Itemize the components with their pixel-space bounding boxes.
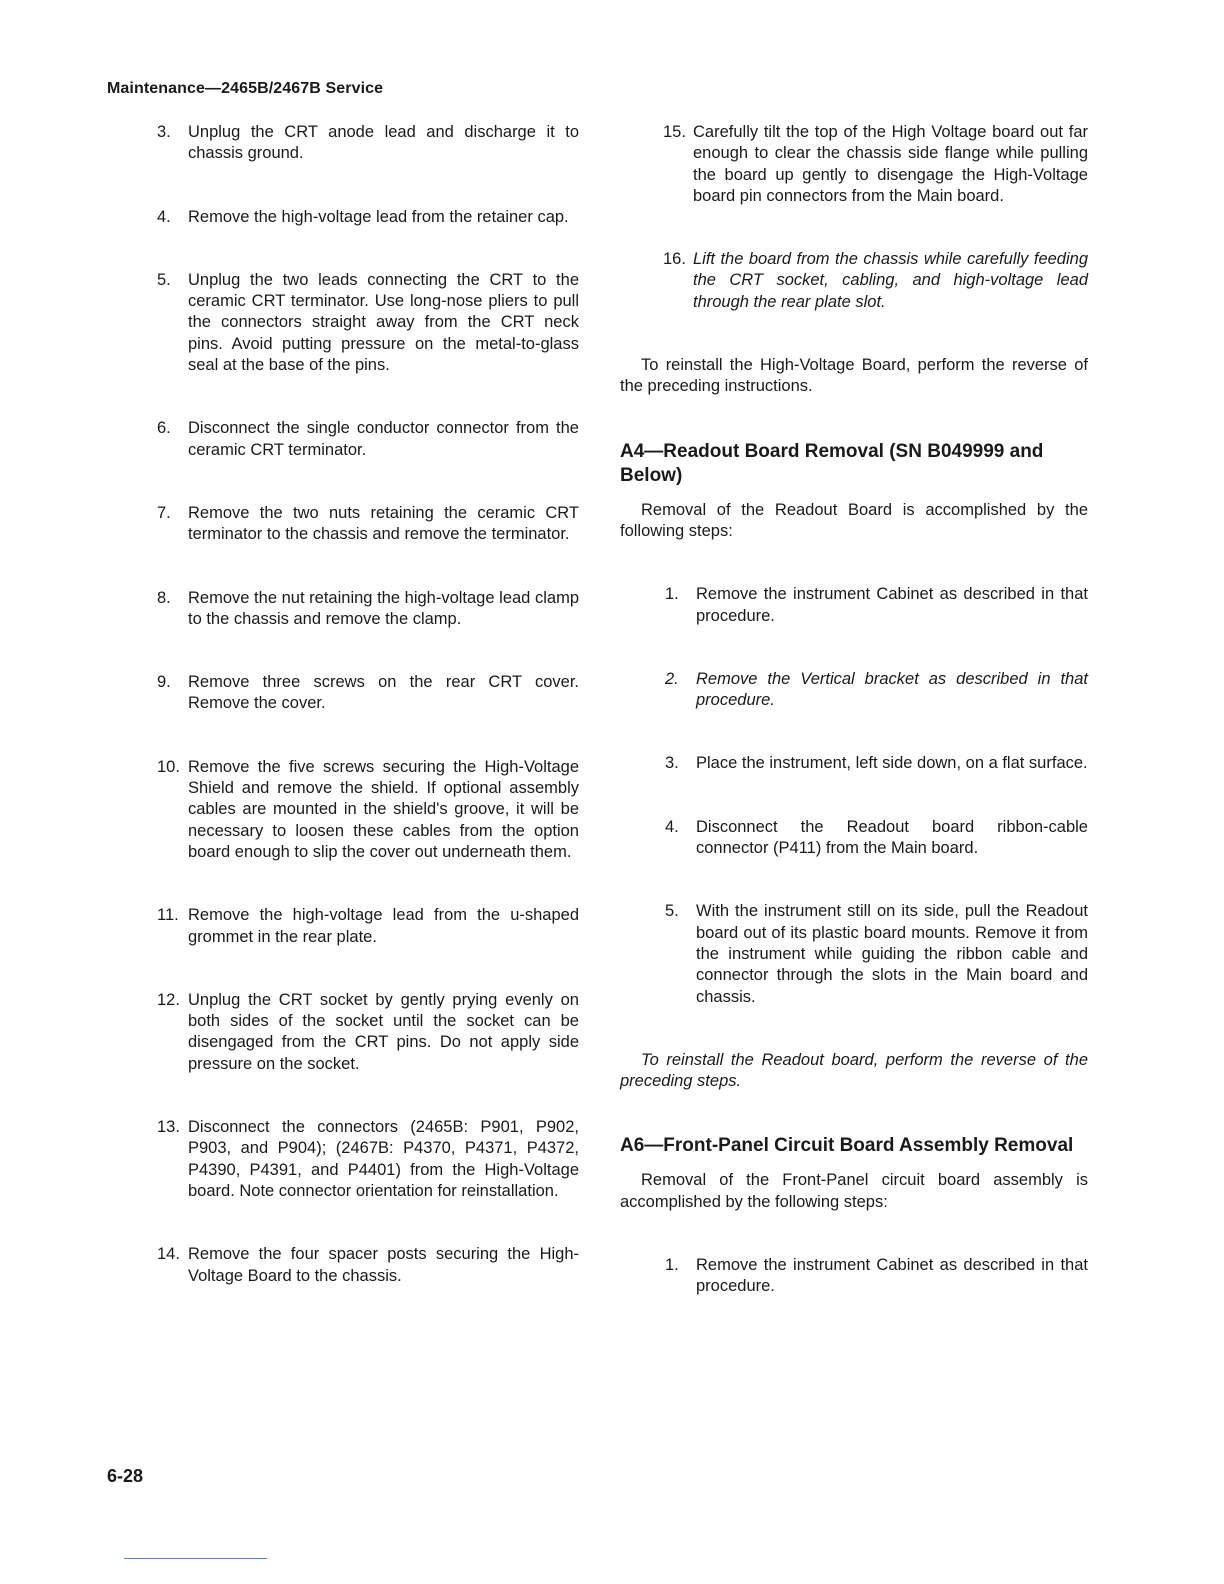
a4-step-2 xyxy=(665,669,1088,712)
step-text: Remove the five screws securing the High-Voltage Shield and remove the shield. If optional assembly cables are mounted in the shield's groove, it will be necessary to loosen these cables from the option board enough to slip the cover out underneath them. xyxy=(188,757,579,861)
footer-rule xyxy=(124,1558,267,1559)
step-text: Remove the high-voltage lead from the u-shaped grommet in the rear plate. xyxy=(188,906,579,946)
step-number: 14. xyxy=(157,1245,180,1264)
step-text: Unplug the two leads connecting the CRT to the ceramic CRT terminator. Use long-nose pliers to pull the connectors straight away from the CRT neck pins. Avoid putting pressure on the metal-to-glass seal at the base of the pins. xyxy=(188,270,579,375)
step-number: 11. xyxy=(157,906,179,925)
step-text: Disconnect the Readout board ribbon-cable connector (P411) from the Main board. xyxy=(696,817,1088,858)
a4-reinstall-paragraph: To reinstall the Readout board, perform the reverse of the preceding steps. xyxy=(620,1050,1088,1091)
step-text: Remove the four spacer posts securing the High-Voltage Board to the chassis. xyxy=(188,1245,579,1285)
step-text: Disconnect the single conductor connector from the ceramic CRT terminator. xyxy=(188,419,579,459)
step-text: Disconnect the connectors (2465B: P901, P902, P903, and P904); (2467B: P4370, P4371, P4372, P4390, P4391, and P4401) from the High-Voltage board. Note connector orientation for reinstallation. xyxy=(188,1118,579,1200)
a6-step-1 xyxy=(665,1255,1088,1298)
step-number: 5. xyxy=(157,270,171,289)
step-text: Unplug the CRT socket by gently prying evenly on both sides of the socket until the socket can be disengaged from the CRT pins. Do not apply side pressure on the socket. xyxy=(188,990,579,1073)
right-column xyxy=(620,122,1088,1298)
step-number: 3. xyxy=(665,754,679,773)
step-number: 16. xyxy=(663,250,686,269)
step-number: 2. xyxy=(665,669,679,688)
step-text: With the instrument still on its side, pull the Readout board out of its plastic board mounts. Remove it from the instrument while guiding the ribbon cable and connector through the slots in the Main board and chassis. xyxy=(696,902,1088,1006)
step-number: 13. xyxy=(157,1118,180,1137)
a4-step-4 xyxy=(665,817,1088,860)
step-9 xyxy=(157,672,579,715)
step-number: 12. xyxy=(157,990,180,1009)
step-8 xyxy=(157,588,579,631)
step-text: Remove the Vertical bracket as described in that procedure. xyxy=(696,669,1088,710)
step-number: 1. xyxy=(665,1256,679,1275)
step-text: Carefully tilt the top of the High Voltage board out far enough to clear the chassis side flange while pulling the board up gently to disengage the High-Voltage board pin connectors from the Main board. xyxy=(693,123,1088,205)
step-text: Unplug the CRT anode lead and discharge it to chassis ground. xyxy=(188,123,579,163)
step-12 xyxy=(157,990,579,1075)
step-number: 10. xyxy=(157,757,180,776)
step-number: 6. xyxy=(157,419,171,438)
a4-step-3 xyxy=(665,753,1088,774)
step-text: Remove the high-voltage lead from the retainer cap. xyxy=(188,207,569,226)
step-text: Remove three screws on the rear CRT cover. Remove the cover. xyxy=(188,673,579,713)
step-10 xyxy=(157,757,579,863)
step-7 xyxy=(157,503,579,546)
step-4 xyxy=(157,207,579,228)
step-text: Remove the instrument Cabinet as described in that procedure. xyxy=(696,585,1088,625)
page-header: Maintenance—2465B/2467B Service xyxy=(107,80,384,97)
a6-intro-paragraph: Removal of the Front-Panel circuit board assembly is accomplished by the following steps: xyxy=(620,1171,1088,1211)
a4-step-5 xyxy=(665,901,1088,1007)
step-14 xyxy=(157,1244,579,1287)
step-5 xyxy=(157,270,579,376)
left-column xyxy=(157,122,579,1287)
a6-section-heading: A6—Front-Panel Circuit Board Assembly Removal xyxy=(620,1135,1074,1157)
a4-intro-paragraph: Removal of the Readout Board is accomplished by the following steps: xyxy=(620,500,1088,540)
hv-reinstall-paragraph: To reinstall the High-Voltage Board, perform the reverse of the preceding instructions. xyxy=(620,356,1088,396)
page-number: 6-28 xyxy=(107,1466,144,1486)
step-number: 4. xyxy=(157,207,171,226)
step-number: 5. xyxy=(665,902,679,921)
step-text: Place the instrument, left side down, on a flat surface. xyxy=(696,754,1088,773)
a4-section-heading: A4—Readout Board Removal (SN B049999 and Below) xyxy=(620,440,1044,486)
step-number: 8. xyxy=(157,588,171,607)
step-11 xyxy=(157,905,579,948)
step-number: 4. xyxy=(665,817,679,836)
step-number: 15. xyxy=(663,123,686,141)
a4-step-1 xyxy=(665,584,1088,627)
step-number: 1. xyxy=(665,585,679,604)
step-text: Remove the two nuts retaining the ceramic CRT terminator to the chassis and remove the terminator. xyxy=(188,503,579,544)
step-16 xyxy=(663,249,1088,313)
step-6 xyxy=(157,418,579,461)
step-15 xyxy=(663,122,1088,207)
step-3 xyxy=(157,122,579,165)
step-text: Remove the instrument Cabinet as described in that procedure. xyxy=(696,1256,1088,1296)
step-text: Lift the board from the chassis while carefully feeding the CRT socket, cabling, and high-voltage lead through the rear plate slot. xyxy=(693,250,1088,311)
step-text: Remove the nut retaining the high-voltage lead clamp to the chassis and remove the clamp. xyxy=(188,588,579,628)
step-number: 7. xyxy=(157,503,171,522)
step-13 xyxy=(157,1117,579,1202)
step-number: 9. xyxy=(157,673,171,692)
step-number: 3. xyxy=(157,123,171,141)
